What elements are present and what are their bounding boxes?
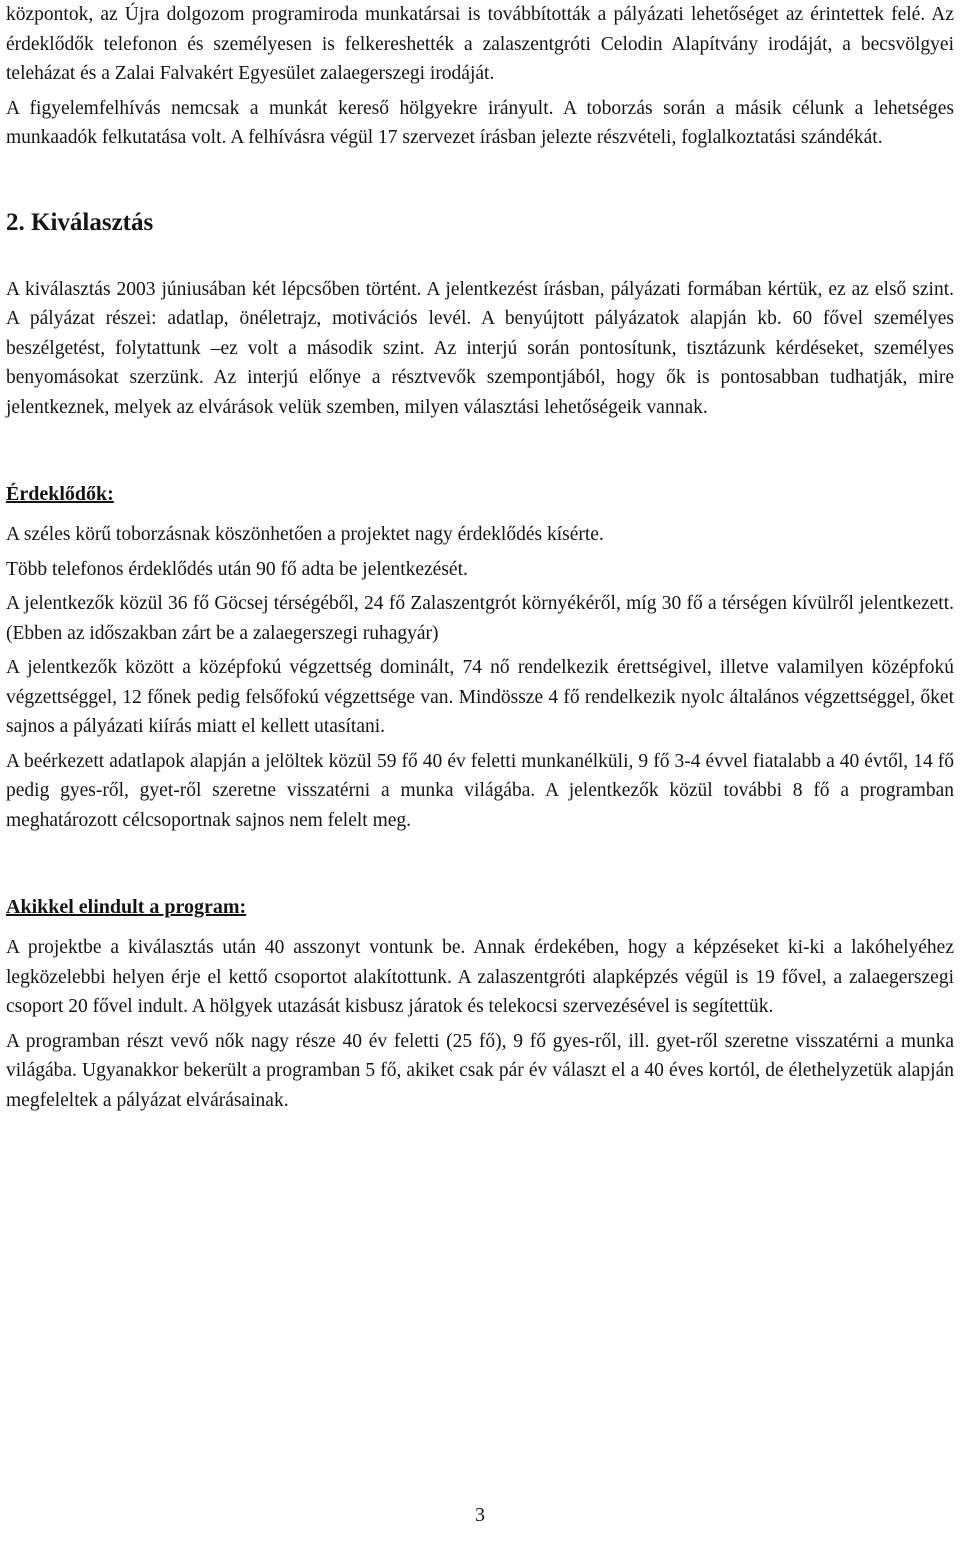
paragraph-applications: Több telefonos érdeklődés után 90 fő adta be jelentkezését. <box>6 558 468 580</box>
paragraph-participants: A programban részt vevő nők nagy része 40 év feletti (25 fő), 9 fő gyes-ről, ill. gyet-ről szeretne visszatérni a munka világába. Ugyanakkor bekerült a programban 5 fő, akiket csak pár év választ el a 40 éves kortól, de élethelyzetük alapján megfeleltek a pályázat elvárásainak. <box>6 1030 954 1111</box>
paragraph-outreach: központok, az Újra dolgozom programiroda munkatársai is továbbították a pályázati lehetőséget az érintettek felé. Az érdeklődők telefonon és személyesen is felkereshették a zalaszentgróti Celodin Alapítvány irodáját, a becsvölgyei teleházat és a Zalai Falvakért Egyesület zalaegerszegi irodáját. <box>6 4 954 84</box>
paragraph-awareness: A figyelemfelhívás nemcsak a munkát kereső hölgyekre irányult. A toborzás során a másik célunk a lehetséges munkaadók felkutatása volt. A felhívásra végül 17 szervezet írásban jelezte részvételi, foglalkoztatási szándékát. <box>6 97 954 148</box>
subheading-interested: Érdeklődők: <box>6 483 114 505</box>
section-heading-selection: 2. Kiválasztás <box>6 208 154 236</box>
paragraph-education: A jelentkezők között a középfokú végzettség dominált, 74 nő rendelkezik érettségivel, illetve valamilyen középfokú végzettséggel, 12 főnek pedig felsőfokú végzettsége van. Mindössze 4 fő rendelkezik nyolc általános végzettséggel, őket sajnos a pályázati kiírás miatt el kellett utasítani. <box>6 657 954 737</box>
paragraph-selection-process: A kiválasztás 2003 júniusában két lépcsőben történt. A jelentkezést írásban, pályázati formában kértük, ez az első szint. A pályázat részei: adatlap, önéletrajz, motivációs levél. A benyújtott pályázatok alapján kb. 60 fővel személyes beszélgetést, folytattunk –ez volt a második szint. Az interjú során pontosítunk, tisztázunk kérdéseket, személyes benyomásokat szerzünk. Az interjú előnye a résztvevők szempontjából, hogy ők is pontosabban tudhatják, mire jelentkeznek, melyek az elvárások velük szemben, milyen választási lehetőségeik vannak. <box>6 278 954 418</box>
paragraph-candidates: A beérkezett adatlapok alapján a jelöltek közül 59 fő 40 év feletti munkanélküli, 9 fő 3-4 évvel fiatalabb a 40 évtől, 14 fő pedig gyes-ről, gyet-ről szeretne visszatérni a munka világába. A jelentkezők közül további 8 fő a programban meghatározott célcsoportnak sajnos nem felelt meg. <box>6 750 954 831</box>
paragraph-groups: A projektbe a kiválasztás után 40 asszonyt vontunk be. Annak érdekében, hogy a képzéseket ki-ki a lakóhelyéhez legközelebbi helyen érje el kettő csoportot alakítottunk. A zalaszentgróti alapképzés végül is 19 fővel, a zalaegerszegi csoport 20 fővel indult. A hölgyek utazását kisbusz járatok és telekocsi szervezésével is segítettük. <box>6 937 954 1017</box>
paragraph-interest: A széles körű toborzásnak köszönhetően a projektet nagy érdeklődés kísérte. <box>6 524 604 545</box>
document-page <box>6 0 954 1115</box>
page-number: 3 <box>475 1504 485 1526</box>
paragraph-regions: A jelentkezők közül 36 fő Göcsej térségéből, 24 fő Zalaszentgrót környékéről, míg 30 fő a térségen kívülről jelentkezett. (Ebben az időszakban zárt be a zalaegerszegi ruhagyár) <box>6 593 954 644</box>
subheading-program-started: Akikkel elindult a program: <box>6 896 247 918</box>
